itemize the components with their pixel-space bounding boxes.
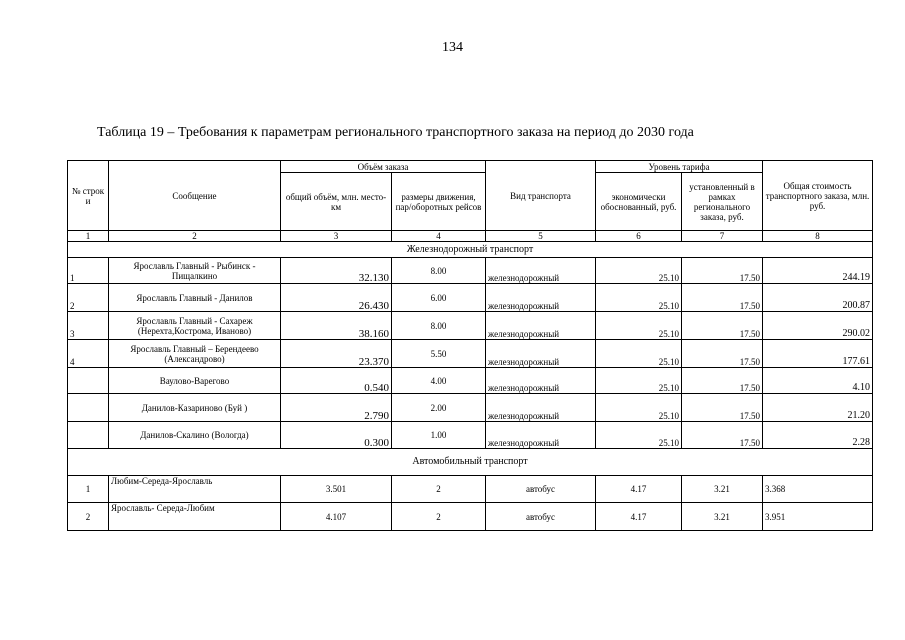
table-row [68,394,873,422]
set-tariff: 17.50 [682,284,763,312]
total-cost: 290.02 [763,312,873,340]
table-row [68,258,873,284]
header-route: Сообщение [109,161,281,231]
table-row [68,340,873,368]
set-tariff: 3.21 [682,476,763,503]
transport-type: железнодорожный [486,258,596,284]
total-volume: 32.130 [281,258,392,284]
column-number: 8 [763,231,873,242]
page-number: 134 [442,40,463,55]
total-volume: 23.370 [281,340,392,368]
table-row [68,476,873,503]
header-total-cost: Общая стоимость транспортного заказа, млн. руб. [763,161,873,231]
route-name: Ярославль Главный - Данилов [109,284,281,312]
traffic-size: 5.50 [392,340,486,368]
set-tariff: 17.50 [682,422,763,449]
header-traffic-size: размеры движения, пар/оборотных рейсов [392,173,486,231]
economic-tariff: 25.10 [596,284,682,312]
header-row-no: № строк и [68,161,109,231]
traffic-size: 2.00 [392,394,486,422]
total-volume: 38.160 [281,312,392,340]
table-row [68,368,873,394]
economic-tariff: 25.10 [596,258,682,284]
transport-type: железнодорожный [486,312,596,340]
transport-type: автобус [486,503,596,531]
total-cost: 3.951 [763,503,873,531]
total-volume: 3.501 [281,476,392,503]
route-name: Ярославль Главный - Рыбинск - Пищалкино [109,258,281,284]
economic-tariff: 25.10 [596,368,682,394]
column-number: 5 [486,231,596,242]
column-number-row [68,231,873,242]
table-caption: Таблица 19 – Требования к параметрам регионального транспортного заказа на период до 2030 года [97,125,694,140]
total-cost: 3.368 [763,476,873,503]
row-number: 4 [68,340,109,368]
traffic-size: 6.00 [392,284,486,312]
route-name: Ярославль Главный – Берендеево (Александрово) [109,340,281,368]
traffic-size: 2 [392,476,486,503]
traffic-size: 4.00 [392,368,486,394]
total-volume: 4.107 [281,503,392,531]
transport-order-table [67,160,873,531]
table-row [68,422,873,449]
row-number: 3 [68,312,109,340]
table-row [68,284,873,312]
route-name: Данилов-Казариново (Буй ) [109,394,281,422]
traffic-size: 8.00 [392,258,486,284]
column-number: 6 [596,231,682,242]
total-cost: 200.87 [763,284,873,312]
header-set-tariff: установленный в рамках регионального заказа, руб. [682,173,763,231]
total-cost: 21.20 [763,394,873,422]
set-tariff: 17.50 [682,340,763,368]
column-number: 1 [68,231,109,242]
row-number [68,422,109,449]
header-economic-tariff: экономически обоснованный, руб. [596,173,682,231]
traffic-size: 1.00 [392,422,486,449]
row-number [68,368,109,394]
traffic-size: 2 [392,503,486,531]
set-tariff: 17.50 [682,312,763,340]
section-title-bus: Автомобильный транспорт [68,449,873,476]
transport-type: железнодорожный [486,422,596,449]
row-number: 1 [68,258,109,284]
column-number: 3 [281,231,392,242]
row-number [68,394,109,422]
total-volume: 0.300 [281,422,392,449]
transport-type: автобус [486,476,596,503]
economic-tariff: 25.10 [596,340,682,368]
total-volume: 26.430 [281,284,392,312]
row-number: 1 [68,476,109,503]
economic-tariff: 4.17 [596,476,682,503]
table-row [68,312,873,340]
table-row [68,503,873,531]
header-volume-group: Объём заказа [281,161,486,173]
header-transport-type: Вид транспорта [486,161,596,231]
total-cost: 4.10 [763,368,873,394]
route-name: Ярославль- Середа-Любим [109,503,281,531]
set-tariff: 17.50 [682,258,763,284]
set-tariff: 3.21 [682,503,763,531]
economic-tariff: 25.10 [596,422,682,449]
transport-type: железнодорожный [486,394,596,422]
traffic-size: 8.00 [392,312,486,340]
column-number: 7 [682,231,763,242]
header-tariff-group: Уровень тарифа [596,161,763,173]
transport-type: железнодорожный [486,340,596,368]
set-tariff: 17.50 [682,394,763,422]
header-total-volume: общий объём, млн. место-км [281,173,392,231]
row-number: 2 [68,503,109,531]
economic-tariff: 25.10 [596,394,682,422]
route-name: Любим-Середа-Ярославль [109,476,281,503]
transport-type: железнодорожный [486,368,596,394]
total-cost: 177.61 [763,340,873,368]
section-title-rail: Железнодорожный транспорт [68,242,873,258]
route-name: Ярославль Главный - Сахареж (Нерехта,Кострома, Иваново) [109,312,281,340]
total-volume: 2.790 [281,394,392,422]
transport-type: железнодорожный [486,284,596,312]
total-cost: 2.28 [763,422,873,449]
total-cost: 244.19 [763,258,873,284]
route-name: Ваулово-Варегово [109,368,281,394]
economic-tariff: 25.10 [596,312,682,340]
set-tariff: 17.50 [682,368,763,394]
column-number: 4 [392,231,486,242]
row-number: 2 [68,284,109,312]
economic-tariff: 4.17 [596,503,682,531]
column-number: 2 [109,231,281,242]
route-name: Данилов-Скалино (Вологда) [109,422,281,449]
total-volume: 0.540 [281,368,392,394]
